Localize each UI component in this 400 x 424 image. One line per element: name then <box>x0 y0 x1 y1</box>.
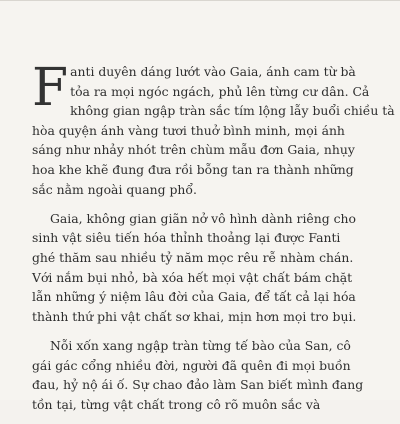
text-line: tỏa ra mọi ngóc ngách, phủ lên từng cư dân. Cả <box>70 83 370 99</box>
body-text <box>32 58 395 424</box>
text-line: lẫn những ý niệm lâu đời của Gaia, để tất cả lại hóa <box>32 289 356 305</box>
text-line: sáng như nhảy nhót trên chùm mẫu đơn Gaia, nhụy <box>32 142 355 158</box>
paragraph-1 <box>32 58 395 199</box>
text-line: đau, hỷ nộ ái ố. Sự chao đảo làm San biết mình đang <box>32 377 364 393</box>
text-line: không gian ngập tràn sắc tím lộng lẫy buổi chiều tà <box>70 103 395 119</box>
text-line: Nỗi xốn xang ngập tràn từng tế bào của San, cô <box>50 337 351 353</box>
text-line: anti duyên dáng lướt vào Gaia, ánh cam từ bà <box>70 64 356 79</box>
page-edge <box>0 0 400 1</box>
text-line: tồn tại, từng vật chất trong cô rõ muôn sắc và <box>32 396 321 412</box>
text-line: hòa quyện ánh vàng tươi thuở bình minh, mọi ánh <box>32 122 345 138</box>
text-line: sinh vật siêu tiến hóa thỉnh thoảng lại được Fanti <box>32 230 341 246</box>
text-line: hoa khe khẽ đung đưa rồi bỗng tan ra thành những <box>32 161 354 177</box>
text-line: ghé thăm sau nhiều tỷ năm mọc rêu rễ nhàm chán. <box>32 249 354 265</box>
text-line: Gaia, không gian giãn nở vô hình dành riêng cho <box>50 210 356 226</box>
text-line: Với nắm bụi nhỏ, bà xóa hết mọi vật chất bám chặt <box>32 269 353 285</box>
paragraph-3 <box>32 336 372 414</box>
drop-cap: F <box>32 58 69 118</box>
text-line: thành thứ phi vật chất sơ khai, mịn hơn mọi tro bụi. <box>32 308 357 324</box>
text-line: sắc nằm ngoài quang phổ. <box>32 181 197 197</box>
text-line: gái gác cổng nhiều đời, người đã quên đi mọi buồn <box>32 357 351 373</box>
paragraph-2 <box>32 209 372 327</box>
